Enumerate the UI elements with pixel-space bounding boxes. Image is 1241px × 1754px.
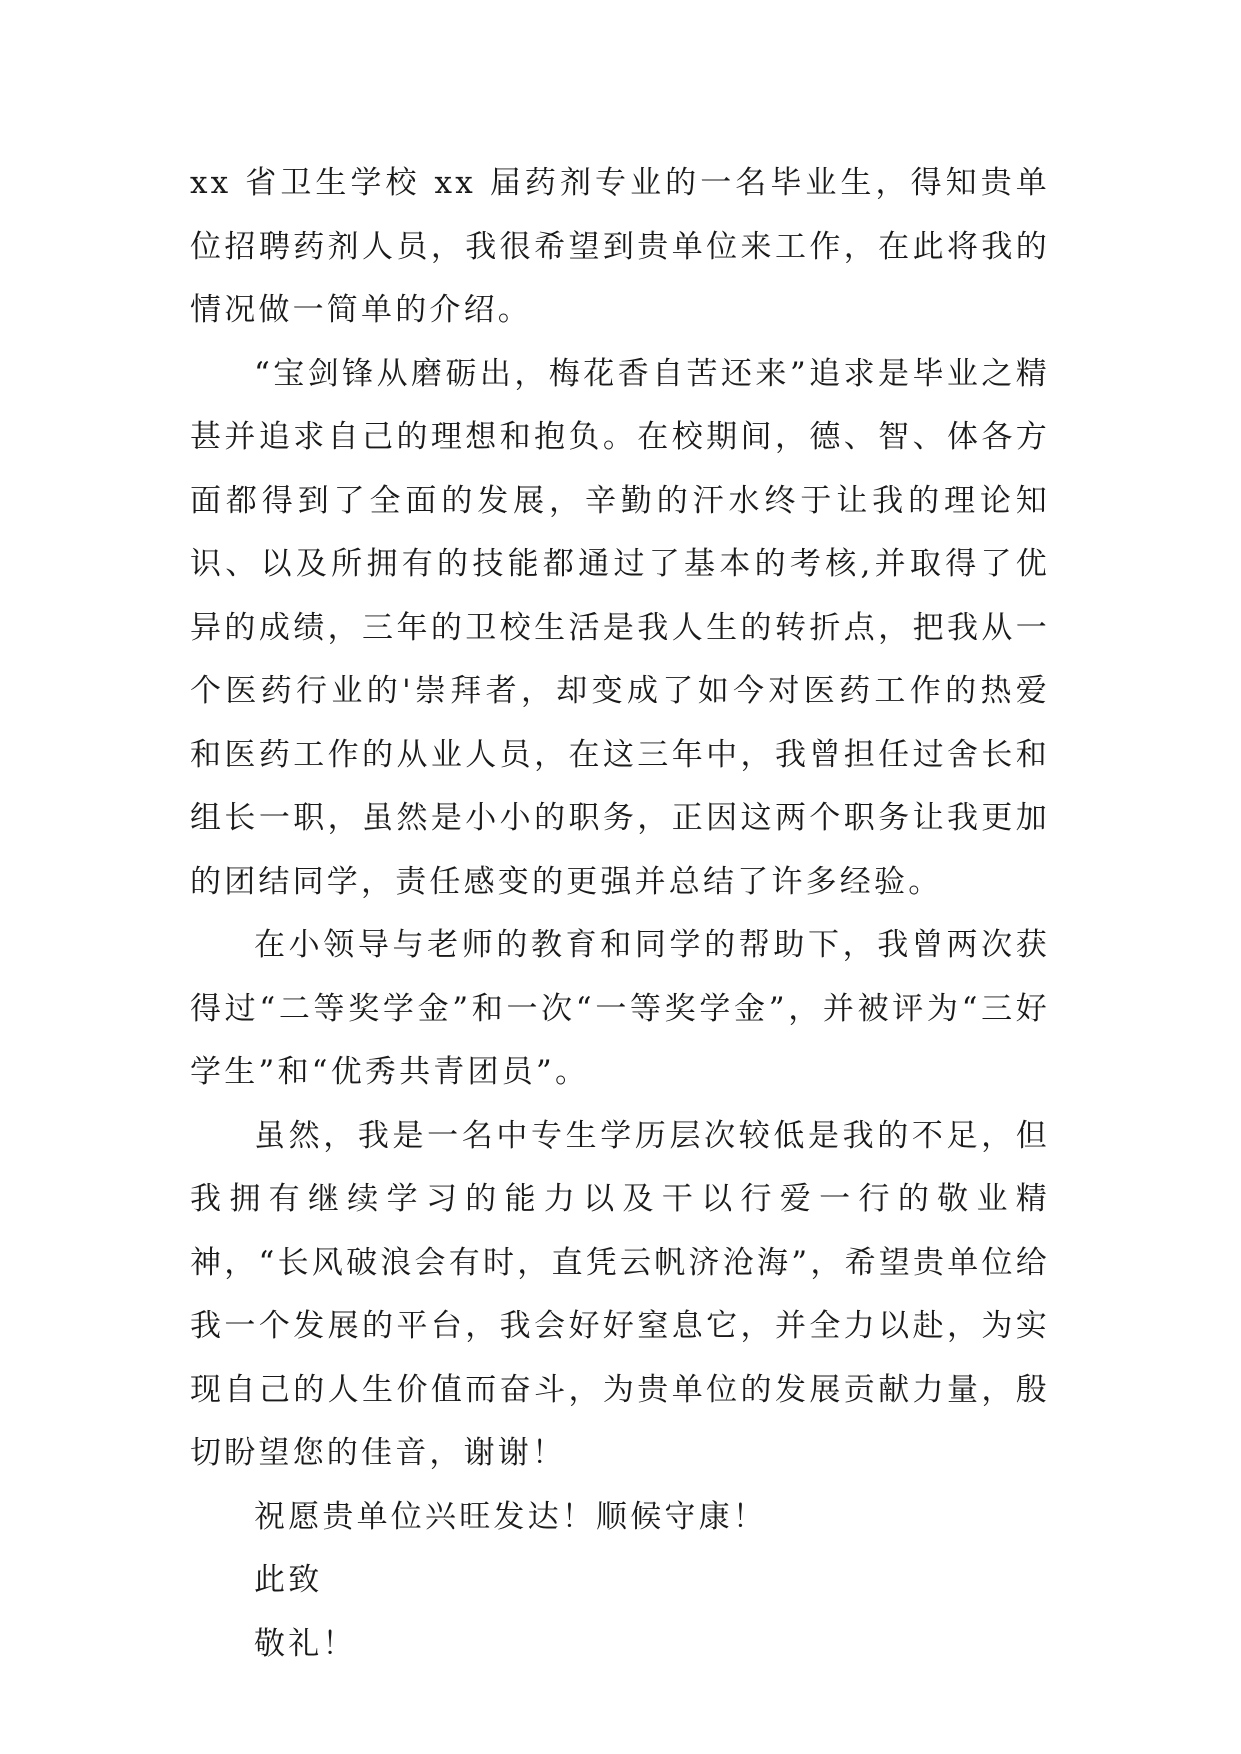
letter-body bbox=[190, 152, 1050, 1676]
paragraph-aspiration: 虽然，我是一名中专生学历层次较低是我的不足，但我拥有继续学习的能力以及干以行爱一行的敬业精神，“长风破浪会有时，直凭云帆济沧海”，希望贵单位给我一个发展的平台，我会好好窒息它，并全力以赴，为实现自己的人生价值而奋斗，为贵单位的发展贡献力量，殷切盼望您的佳音，谢谢！ bbox=[190, 1117, 1050, 1471]
paragraph-school-life: “宝剑锋从磨砺出，梅花香自苦还来”追求是毕业之精甚并追求自己的理想和抱负。在校期间，德、智、体各方面都得到了全面的发展，辛勤的汗水终于让我的理论知识、以及所拥有的技能都通过了基本的考核,并取得了优异的成绩，三年的卫校生活是我人生的转折点，把我从一个医药行业的'崇拜者，却变成了如今对医药工作的热爱和医药工作的从业人员，在这三年中，我曾担任过舍长和组长一职，虽然是小小的职务，正因这两个职务让我更加的团结同学，责任感变的更强并总结了许多经验。 bbox=[190, 355, 1050, 900]
closing-salutation-2: 敬礼！ bbox=[254, 1625, 357, 1662]
paragraph-intro: xx 省卫生学校 xx 届药剂专业的一名毕业生，得知贵单位招聘药剂人员，我很希望到贵单位来工作，在此将我的情况做一简单的介绍。 bbox=[190, 165, 1050, 328]
closing-salutation-1: 此致 bbox=[254, 1562, 323, 1598]
paragraph-awards: 在小领导与老师的教育和同学的帮助下，我曾两次获得过“二等奖学金”和一次“一等奖学金”，并被评为“三好学生”和“优秀共青团员”。 bbox=[190, 927, 1050, 1090]
closing-wish: 祝愿贵单位兴旺发达！顺候守康！ bbox=[254, 1498, 767, 1535]
